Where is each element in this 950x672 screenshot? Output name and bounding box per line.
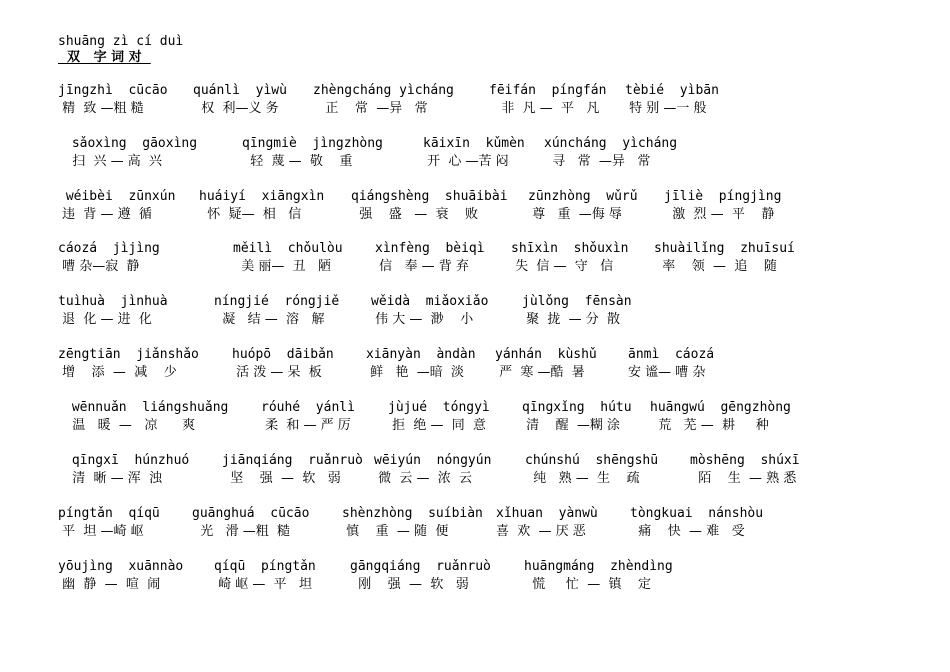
pair-pinyin: xǐhuan yànwù xyxy=(496,506,598,521)
pair-characters: 崎 岖 — 平 坦 xyxy=(214,577,313,592)
word-pair xyxy=(58,559,183,594)
pair-characters: 率 领 — 追 随 xyxy=(654,259,777,274)
word-pair xyxy=(342,506,483,541)
pair-characters: 幽 静 — 喧 闹 xyxy=(58,577,161,592)
pair-characters: 活 泼 — 呆 板 xyxy=(232,365,322,380)
pair-pinyin: huáiyí xiāngxìn xyxy=(199,189,325,204)
word-pair-row xyxy=(0,241,950,277)
pair-pinyin: róuhé yánlì xyxy=(261,400,355,415)
pair-pinyin: zhèngcháng yìcháng xyxy=(313,83,454,98)
word-pair xyxy=(199,189,324,224)
word-pair xyxy=(351,189,508,224)
word-pair xyxy=(192,506,309,541)
pair-characters: 非 凡 — 平 凡 xyxy=(489,101,600,116)
pair-characters: 精 致 —粗 糙 xyxy=(58,101,144,116)
pair-pinyin: sǎoxìng gāoxìng xyxy=(64,136,198,151)
word-pair xyxy=(496,506,598,541)
pair-characters: 陌 生 — 熟 悉 xyxy=(690,471,797,486)
pair-pinyin: jīliè píngjìng xyxy=(664,189,782,204)
pair-characters: 强 盛 — 衰 败 xyxy=(351,207,478,222)
word-pair xyxy=(664,189,781,224)
word-pair-row xyxy=(0,189,950,225)
pair-characters: 正 常 —异 常 xyxy=(313,101,428,116)
word-pair xyxy=(366,347,476,382)
word-pair xyxy=(58,294,168,329)
header-pinyin: shuāng zì cí duì xyxy=(58,34,184,49)
worksheet-header xyxy=(58,30,183,66)
pair-characters: 慎 重 — 随 便 xyxy=(342,524,449,539)
word-pair xyxy=(690,453,800,488)
word-pair xyxy=(58,506,160,541)
pair-characters: 特 别 —一 般 xyxy=(625,101,707,116)
word-pair xyxy=(313,83,454,118)
pair-pinyin: kāixīn kǔmèn xyxy=(423,136,525,151)
pair-pinyin: huāngwú gēngzhòng xyxy=(650,400,791,415)
pair-pinyin: ānmì cáozá xyxy=(628,347,715,362)
pair-characters: 聚 拢 — 分 散 xyxy=(522,312,621,327)
word-pair xyxy=(232,347,334,382)
word-pair xyxy=(628,347,714,382)
pair-characters: 坚 强 — 软 弱 xyxy=(222,471,341,486)
word-pair-row xyxy=(0,506,950,542)
word-pair xyxy=(371,294,488,329)
word-pair xyxy=(58,83,168,118)
pair-characters: 严 寒 —酷 暑 xyxy=(495,365,585,380)
word-pair-row xyxy=(0,559,950,595)
pair-pinyin: huópō dāibǎn xyxy=(232,347,334,362)
pair-pinyin: wēnnuǎn liángshuǎng xyxy=(64,400,229,415)
word-pair xyxy=(214,294,339,329)
word-pair xyxy=(528,189,638,224)
pair-pinyin: qíqū píngtǎn xyxy=(214,559,316,574)
pair-pinyin: xìnfèng bèiqì xyxy=(375,241,485,256)
pair-pinyin: gāngqiáng ruǎnruò xyxy=(350,559,491,574)
word-pair xyxy=(375,241,485,276)
word-pair xyxy=(58,189,175,224)
pair-pinyin: guānghuá cūcāo xyxy=(192,506,310,521)
word-pair xyxy=(524,559,673,594)
word-pair xyxy=(242,136,383,171)
word-pair-row xyxy=(0,136,950,172)
word-pair xyxy=(525,453,658,488)
pair-pinyin: fēifán píngfán xyxy=(489,83,607,98)
pair-characters: 微 云 — 浓 云 xyxy=(374,471,473,486)
pair-characters: 清 醒 —糊 涂 xyxy=(522,418,621,433)
pair-pinyin: xúncháng yìcháng xyxy=(544,136,678,151)
word-pair xyxy=(64,400,228,435)
word-pair xyxy=(233,241,343,276)
pair-pinyin: cáozá jìjìng xyxy=(58,241,160,256)
word-pair-row xyxy=(0,453,950,489)
pair-pinyin: jùjué tóngyì xyxy=(388,400,490,415)
pair-pinyin: shènzhòng suíbiàn xyxy=(342,506,483,521)
pair-pinyin: qīngxī húnzhuó xyxy=(64,453,190,468)
pair-pinyin: zūnzhòng wǔrǔ xyxy=(528,189,638,204)
pair-characters: 寻 常 —异 常 xyxy=(544,154,651,169)
word-pair-row xyxy=(0,400,950,436)
pair-characters: 凝 结 — 溶 解 xyxy=(214,312,325,327)
pair-characters: 清 晰 — 浑 浊 xyxy=(64,471,163,486)
word-pair xyxy=(511,241,628,276)
word-pair xyxy=(222,453,363,488)
pair-characters: 怀 疑— 相 信 xyxy=(199,207,302,222)
pair-characters: 开 心 —苦 闷 xyxy=(423,154,509,169)
pair-characters: 违 背 — 遵 循 xyxy=(58,207,152,222)
pair-pinyin: jùlǒng fēnsàn xyxy=(522,294,632,309)
pair-pinyin: wēiyún nóngyún xyxy=(374,453,492,468)
pair-pinyin: chúnshú shēngshū xyxy=(525,453,659,468)
pair-characters: 嘈 杂—寂 静 xyxy=(58,259,140,274)
pair-characters: 信 奉 — 背 弃 xyxy=(375,259,469,274)
pair-characters: 纯 熟 — 生 疏 xyxy=(525,471,640,486)
pair-pinyin: wěidà miǎoxiǎo xyxy=(371,294,489,309)
pair-characters: 柔 和 — 严 厉 xyxy=(261,418,351,433)
pair-characters: 增 添 — 减 少 xyxy=(58,365,177,380)
word-pair-row xyxy=(0,347,950,383)
word-pair xyxy=(58,241,160,276)
pair-pinyin: yōujìng xuānnào xyxy=(58,559,184,574)
pair-characters: 美 丽— 丑 陋 xyxy=(233,259,332,274)
word-pair xyxy=(544,136,677,171)
word-pair xyxy=(64,453,189,488)
word-pair xyxy=(374,453,491,488)
word-pair-row xyxy=(0,294,950,330)
word-pair xyxy=(522,400,632,435)
pair-pinyin: qiángshèng shuāibài xyxy=(351,189,508,204)
pair-characters: 失 信 — 守 信 xyxy=(511,259,614,274)
word-pair xyxy=(654,241,795,276)
pair-pinyin: tuìhuà jìnhuà xyxy=(58,294,168,309)
pair-characters: 权 利—义 务 xyxy=(193,101,279,116)
pair-pinyin: xiānyàn àndàn xyxy=(366,347,476,362)
word-pair xyxy=(625,83,719,118)
pair-characters: 轻 蔑 — 敬 重 xyxy=(242,154,353,169)
word-pair xyxy=(489,83,606,118)
pair-characters: 扫 兴 — 高 兴 xyxy=(64,154,163,169)
pair-characters: 安 谧— 嘈 杂 xyxy=(628,365,706,380)
pair-pinyin: wéibèi zūnxún xyxy=(58,189,176,204)
pair-characters: 刚 强 — 软 弱 xyxy=(350,577,469,592)
pair-pinyin: jīngzhì cūcāo xyxy=(58,83,168,98)
pair-pinyin: měilì chǒulòu xyxy=(233,241,343,256)
pair-pinyin: shīxìn shǒuxìn xyxy=(511,241,629,256)
pair-pinyin: píngtǎn qíqū xyxy=(58,506,160,521)
pair-pinyin: níngjié róngjiě xyxy=(214,294,340,309)
word-pair xyxy=(423,136,525,171)
word-pair xyxy=(193,83,287,118)
word-pair xyxy=(650,400,791,435)
word-pair xyxy=(64,136,197,171)
pair-characters: 拒 绝 — 同 意 xyxy=(388,418,487,433)
pair-pinyin: jiānqiáng ruǎnruò xyxy=(222,453,363,468)
word-pair xyxy=(388,400,490,435)
pair-pinyin: huāngmáng zhèndìng xyxy=(524,559,673,574)
pair-characters: 退 化 — 进 化 xyxy=(58,312,152,327)
pair-pinyin: yánhán kùshǔ xyxy=(495,347,597,362)
pair-pinyin: tèbié yìbān xyxy=(625,83,719,98)
pair-characters: 温 暖 — 凉 爽 xyxy=(64,418,196,433)
pair-characters: 痛 快 — 难 受 xyxy=(630,524,745,539)
word-pair-row xyxy=(0,83,950,119)
word-pair xyxy=(495,347,597,382)
word-pair xyxy=(261,400,355,435)
word-pair xyxy=(58,347,199,382)
pair-pinyin: mòshēng shúxī xyxy=(690,453,800,468)
pair-characters: 激 烈 — 平 静 xyxy=(664,207,775,222)
pair-characters: 慌 忙 — 镇 定 xyxy=(524,577,651,592)
pair-characters: 尊 重 —侮 辱 xyxy=(528,207,622,222)
word-pair xyxy=(522,294,632,329)
worksheet-title: 双 字 词 对 xyxy=(58,50,151,65)
word-pair xyxy=(214,559,316,594)
word-pair xyxy=(350,559,491,594)
pair-pinyin: tòngkuai nánshòu xyxy=(630,506,764,521)
word-pair xyxy=(630,506,763,541)
pair-characters: 荒 芜 — 耕 种 xyxy=(650,418,769,433)
pair-pinyin: shuàilǐng zhuīsuí xyxy=(654,241,795,256)
pair-pinyin: qīngxǐng hútu xyxy=(522,400,632,415)
pair-characters: 伟 大 — 渺 小 xyxy=(371,312,474,327)
pair-pinyin: qīngmiè jìngzhòng xyxy=(242,136,383,151)
pair-pinyin: zēngtiān jiǎnshǎo xyxy=(58,347,199,362)
pair-characters: 鲜 艳 —暗 淡 xyxy=(366,365,465,380)
pair-pinyin: quánlì yìwù xyxy=(193,83,287,98)
pair-characters: 光 滑 —粗 糙 xyxy=(192,524,291,539)
pair-characters: 喜 欢 — 厌 恶 xyxy=(496,524,586,539)
pair-characters: 平 坦 —崎 岖 xyxy=(58,524,144,539)
